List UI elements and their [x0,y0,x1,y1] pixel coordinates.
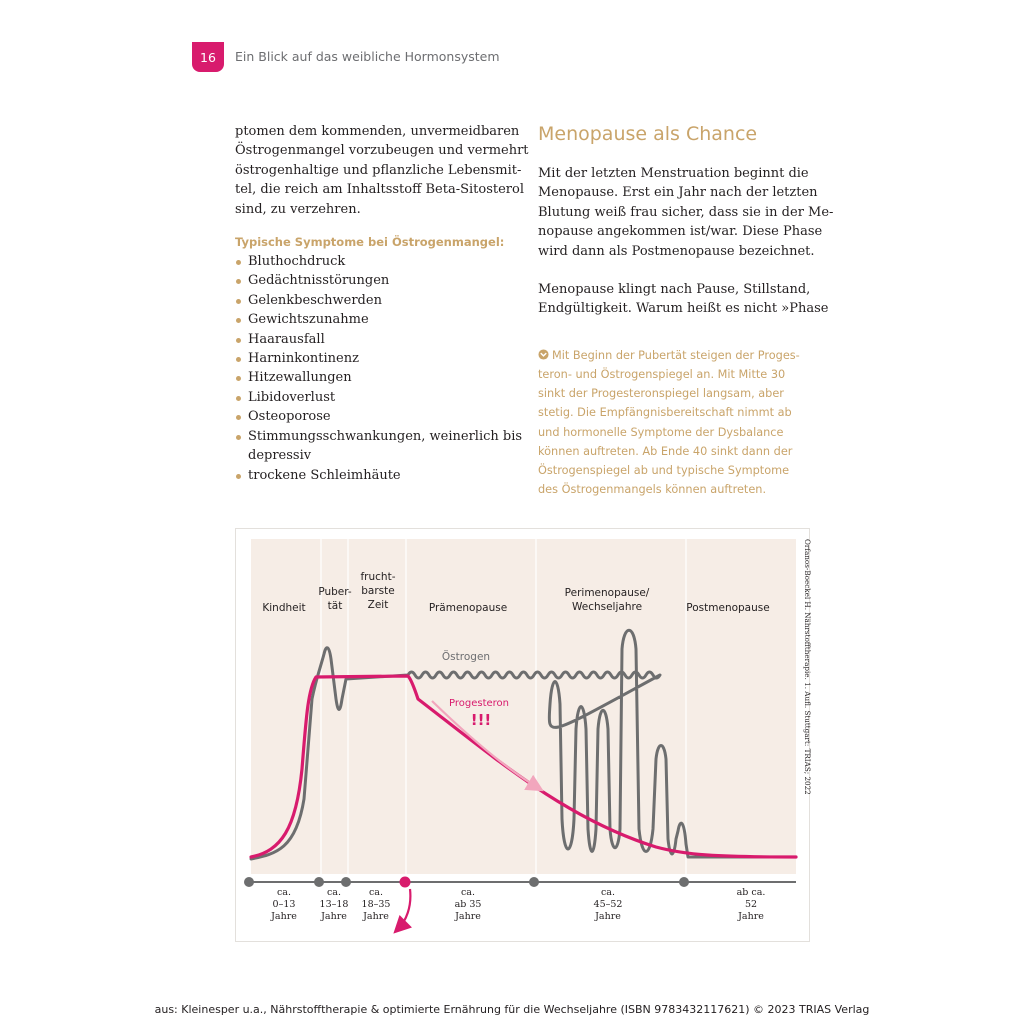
age-label [737,887,766,922]
caption-line: stetig. Die Empfängnisbereitschaft nimmt ab [538,406,792,420]
caption-line [538,346,818,365]
paragraph [538,164,834,261]
age-label-line: 18–35 [361,899,391,910]
intro-line: sind, zu verzehren. [235,201,361,217]
phase-label-line: Perimenopause/ [564,587,650,599]
phase-label-line: tät [327,600,343,612]
phase-label-childhood: Kindheit [262,602,306,614]
symptom-item: Gewichtszunahme [235,310,525,329]
caption-line: des Östrogenmangels können auftreten. [538,483,767,497]
paragraph-line: wird dann als Postmenopause bezeichnet. [538,243,815,259]
page-footer: aus: Kleinesper u.a., Nährstofftherapie & optimierte Ernährung für die Wechseljahre (ISBN 9783432117621) © 2023 TRIAS Verlag [154,1003,870,1016]
phase-label-line: Wechseljahre [571,601,643,613]
intro-paragraph [235,122,529,219]
running-title: Ein Blick auf das weibliche Hormonsystem [235,49,500,64]
timeline-marker [244,877,254,887]
age-label [594,887,623,922]
paragraph-line: nopause angekommen ist/war. Diese Phase [538,224,823,240]
phase-label-premenopause: Prämenopause [428,602,508,614]
paragraph-line: Blutung weiß frau sicher, dass sie in der Me- [538,204,834,220]
phase-label-line: Puber- [318,586,352,598]
age-label-line: ab 35 [454,899,482,910]
timeline-marker-highlight [400,877,411,888]
figure-credit: Orfanos-Boeckel H. Nährstofftherapie. 1. Aufl. Stuttgart: TRIAS; 2022 [803,539,812,795]
phase-label-postmenopause: Postmenopause [686,602,770,614]
figure-caption [538,346,818,500]
age-label-line: Jahre [738,911,764,922]
fertility-end-arrow [398,889,410,929]
right-column [538,120,834,499]
caption-line: Östrogenspiegel ab und typische Symptome [538,464,790,478]
symptom-item: Bluthochdruck [235,252,525,271]
estrogen-label: Östrogen [441,651,491,663]
timeline-marker [314,877,324,887]
page-number-badge [192,42,224,72]
caption-text: Mit Beginn der Pubertät steigen der Proges- [552,348,800,362]
age-label-line: ca. [276,887,292,898]
caption-line: und hormonelle Symptome der Dysbalance [538,425,784,439]
progesterone-label: Progesteron [449,698,509,709]
age-label-line: Jahre [595,911,621,922]
symptoms-list [235,252,525,485]
timeline-marker [529,877,539,887]
age-label-line: Jahre [321,911,347,922]
phase-label-line: barste [361,585,395,597]
chevron-down-circle-icon [538,349,549,360]
symptom-item: Harninkontinenz [235,349,525,368]
age-label-line: 0–13 [272,899,296,910]
age-label [362,887,391,922]
intro-line: östrogenhaltige und pflanzliche Lebensmit- [235,162,522,178]
age-label-line: ab ca. [736,887,766,898]
symptom-item: Hitzewallungen [235,368,525,387]
intro-line: tel, die reich am Inhaltsstoff Beta-Sitosterol [235,182,524,198]
intro-line: Östrogenmangel vorzubeugen und vermehrt [235,143,529,159]
age-label-line: 45–52 [593,899,623,910]
caption-line: teron- und Östrogenspiegel an. Mit Mitte 30 [538,368,786,382]
age-label-line: ca. [460,887,476,898]
symptom-item [235,427,525,466]
paragraph-line: Mit der letzten Menstruation beginnt die [538,166,809,181]
age-label-line: Jahre [363,911,389,922]
age-label-line: Jahre [455,911,481,922]
section-heading: Menopause als Chance [538,123,758,145]
symptom-item: Osteoporose [235,407,525,426]
paragraph-line: Menopause klingt nach Pause, Stillstand, [538,282,811,298]
symptom-text: Stimmungsschwankungen, weinerlich bis [248,428,523,444]
symptom-item: trockene Schleimhäute [235,466,525,485]
hormone-lifecycle-figure [235,528,810,942]
timeline-marker [679,877,689,887]
phase-label-line: Zeit [367,599,389,611]
age-label-line: ca. [368,887,384,898]
age-labels [270,887,765,922]
age-label-line: ca. [600,887,616,898]
age-label [454,887,481,922]
hormone-diagram [236,529,811,943]
caption-line: sinkt der Progesteronspiegel langsam, aber [538,387,784,401]
symptom-item: Gelenkbeschwerden [235,291,525,310]
page-number: 16 [200,49,216,65]
paragraph-line: Menopause. Erst ein Jahr nach der letzten [538,185,818,201]
caption-line: können auftreten. Ab Ende 40 sinkt dann der [538,444,793,458]
intro-line: ptomen dem kommenden, unvermeidbaren [235,124,520,139]
age-label-line: 13–18 [319,899,349,910]
phase-label-line: frucht- [360,571,396,583]
age-label [270,887,297,922]
symptom-item: Haarausfall [235,330,525,349]
alert-marks: !!! [470,711,492,729]
paragraph [538,280,829,319]
left-column [235,122,529,485]
age-label [320,887,349,922]
paragraph-line: Endgültigkeit. Warum heißt es nicht »Phase [538,301,829,317]
symptoms-heading: Typische Symptome bei Östrogenmangel: [235,235,505,250]
symptom-item: Libidoverlust [235,388,525,407]
symptom-text-continued: depressiv [248,448,312,464]
age-label-line: Jahre [271,911,297,922]
timeline-marker [341,877,351,887]
symptom-item: Gedächtnisstörungen [235,271,525,290]
age-label-line: ca. [326,887,342,898]
age-label-line: 52 [744,899,758,910]
